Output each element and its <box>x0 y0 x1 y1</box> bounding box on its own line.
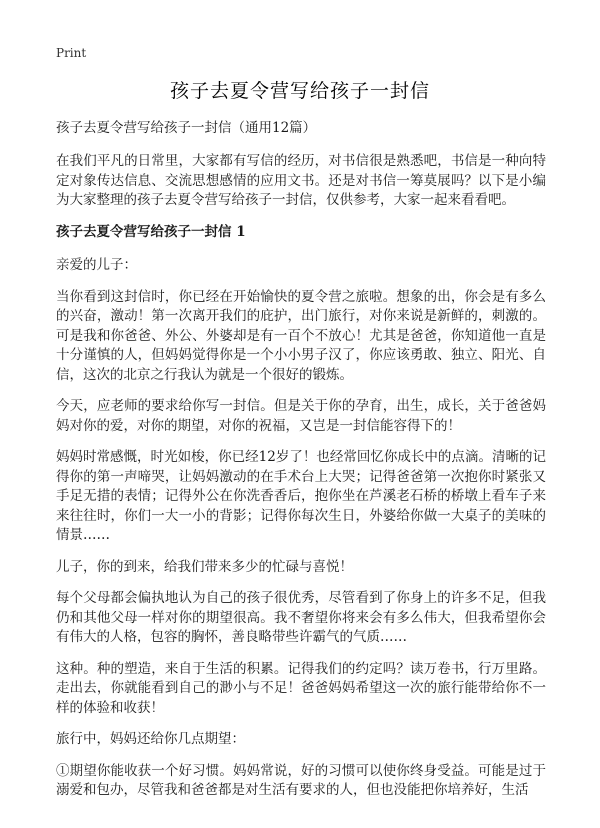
letter-paragraph: 旅行中，妈妈还给你几点期望： <box>56 731 245 747</box>
document-subtitle: 孩子去夏令营写给孩子一封信（通用12篇） <box>56 120 317 136</box>
document-body <box>56 119 546 813</box>
letter-paragraph: 当你看到这封信时，你已经在开始愉快的夏令营之旅啦。想象的出，你会是有多么的兴奋，激动！第一次离开我们的庇护，出门旅行，对你来说是新鲜的，刺激的。可是我和你爸爸、外公、外婆却是有一百个不放心！尤其是爸爸，你知道他一直是十分谨慎的人，但妈妈觉得你是一个小小男子汉了，你应该勇敢、独立、阳光、自信，这次的北京之行我认为就是一个很好的锻炼。 <box>56 288 546 383</box>
letter-paragraph: 妈妈时常感慨，时光如梭，你已经12岁了！也经常回忆你成长中的点滴。清晰的记得你的第一声啼哭，让妈妈激动的在手术台上大哭；记得爸爸第一次抱你时紧张又手足无措的表情；记得外公在你洗香香后，抱你坐在芦溪老石桥的桥墩上看车子来来往往时，你们一大一小的背影；记得你每次生日，外婆给你做一大桌子的美味的情景…… <box>56 449 546 543</box>
letter-paragraph: 每个父母都会偏执地认为自己的孩子很优秀，尽管看到了你身上的许多不足，但我仍和其他父母一样对你的期望很高。我不奢望你将来会有多么伟大，但我希望你会有伟大的人格，包容的胸怀，善良略带些许霸气的气质…… <box>56 590 546 645</box>
letter-paragraph: ①期望你能收获一个好习惯。妈妈常说，好的习惯可以使你终身受益。可能是过于溺爱和包办，尽管我和爸爸都是对生活有要求的人，但也没能把你培养好，生活 <box>56 762 546 798</box>
letter-paragraph: 今天，应老师的要求给你写一封信。但是关于你的孕育，出生，成长，关于爸爸妈妈对你的爱，对你的期望，对你的祝福，又岂是一封信能容得下的！ <box>56 398 546 434</box>
letter-greeting: 亲爱的儿子： <box>56 256 137 273</box>
intro-paragraph: 在我们平凡的日常里，大家都有写信的经历，对书信很是熟悉吧，书信是一种向特定对象传达信息、交流思想感情的应用文书。还是对书信一筹莫展吗？以下是小编为大家整理的孩子去夏令营写给孩子一封信，仅供参考，大家一起来看看吧。 <box>56 153 546 208</box>
page-title: 孩子去夏令营写给孩子一封信 <box>169 80 430 102</box>
section-heading: 孩子去夏令营写给孩子一封信 1 <box>56 223 246 240</box>
print-label: Print <box>56 46 87 60</box>
letter-paragraph: 儿子，你的到来，给我们带来多少的忙碌与喜悦！ <box>56 558 353 575</box>
letter-paragraph: 这种。种的塑造，来自于生活的积累。记得我们的约定吗？读万卷书，行万里路。走出去，你就能看到自己的渺小与不足！爸爸妈妈希望这一次的旅行能带给你不一样的体验和收获！ <box>56 660 546 716</box>
